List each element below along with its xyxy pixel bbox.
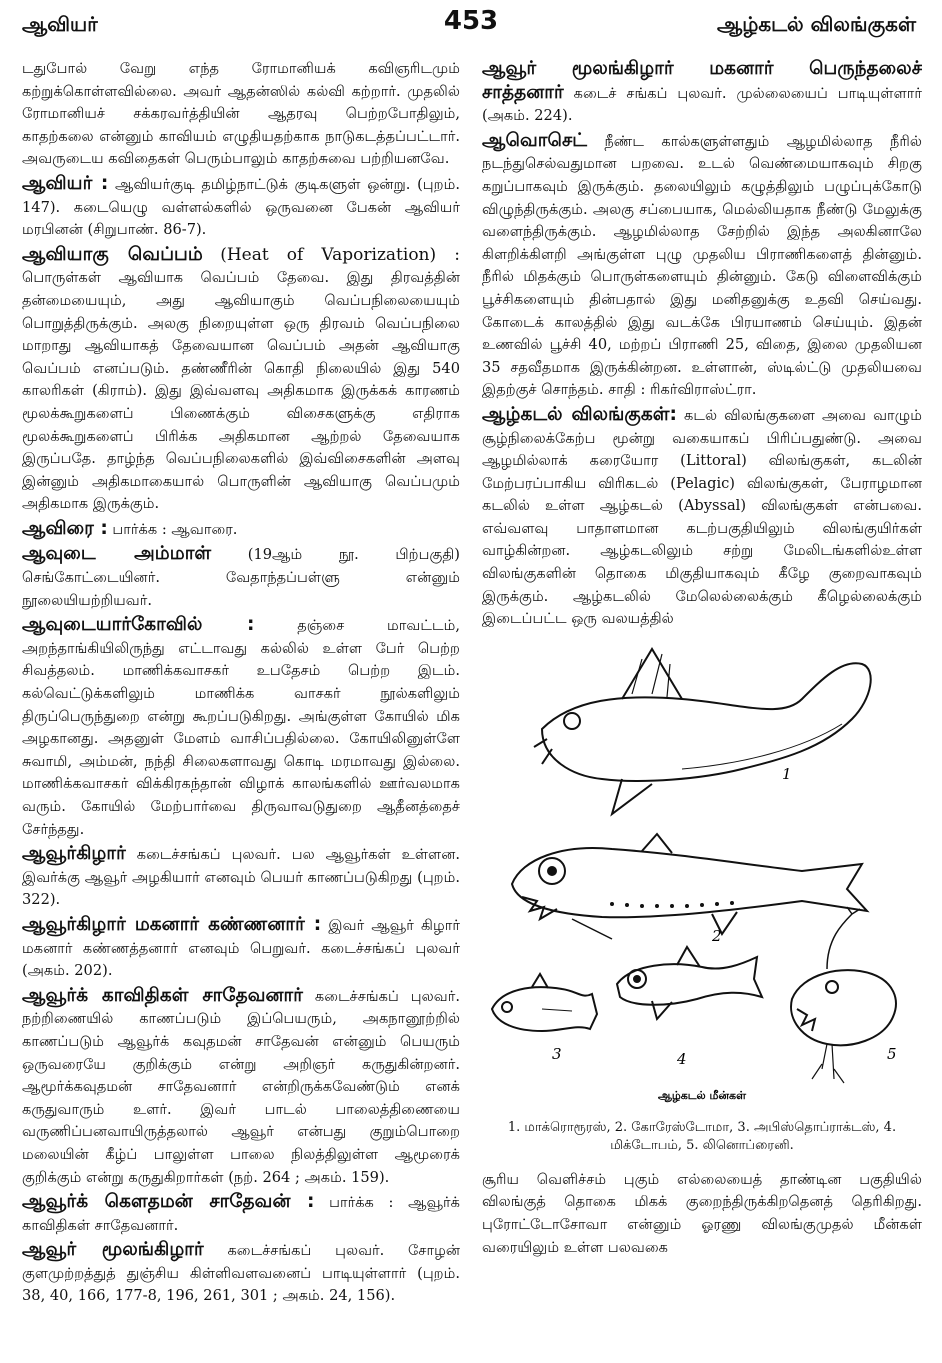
entry-headword: ஆவுடை அம்மாள் bbox=[22, 543, 212, 565]
entry-body: நீண்ட கால்களுள்ளதும் ஆழமில்லாத நீரில் நடந்துசெல்வதுமான பறவை. உடல் வெண்மையாகவும் சிறகு கறுப்பாகவும் இருக்கும். தலையிலும் கழுத்திலும் பழுப்புக்கோடு விழுந்திருக்கும். அலகு சப்பையாக, மெல்லியதாக நீண்டு மேலுக்கு வளைந்திருக்கும். ஆழமில்லாத சேற்றில் இந்த அலகினாலே கிளறிக்கிளறி அங்குள்ள புழு முதலிய பிராணிகளைத் தின்னும். நீரில் மிதக்கும் பொருள்களையும் தின்னும். கேடு விளைவிக்கும் பூச்சிகளையும் தின்பதால் இது மனிதனுக்கு உதவி செய்வது. கோடைக் காலத்தில் இது வடக்கே பிரயாணம் செய்யும். இதன் உணவில் பூச்சி 40, மற்றப் பிராணி 25, விதை, இலை முதலியன 35 சதவீதமாக இருக்கின்றன. உள்ளான், ஸ்டில்ட்டு முதலியவை இதற்குச் சொந்தம். சாதி : ரிகர்விராஸ்ட்ரா. bbox=[482, 132, 922, 399]
fish-number-1: 1 bbox=[782, 764, 792, 783]
entry-body: (19ஆம் நூ. பிற்பகுதி) செங்கோட்டையினர். வேதாந்தப்பள்ளு என்னும் நூலையியற்றியவர். bbox=[22, 546, 460, 609]
entry-body: கடைச்சங்கப் புலவர். பல ஆவூர்கள் உள்ளன. இவர்க்கு ஆவூர் அழகியார் எனவும் பெயர் காணப்படுகிறது (புறம். 322). bbox=[22, 846, 460, 909]
entry-headword-english: (Heat of Vaporization) : bbox=[220, 244, 460, 265]
entry-headword: ஆவிரை : bbox=[22, 517, 108, 539]
entry-headword: ஆவியர் : bbox=[22, 172, 109, 194]
figure-title: ஆழ்கடல் மீன்கள் bbox=[657, 1088, 747, 1102]
encyclopedia-entry bbox=[22, 614, 460, 841]
encyclopedia-entry bbox=[482, 404, 922, 631]
header-left-guideword: ஆவியர் bbox=[22, 12, 98, 36]
fish-5-linophryne bbox=[791, 907, 896, 1083]
left-column bbox=[22, 58, 460, 1358]
entry-headword: ஆவூர் மூலங்கிழார் மகனார் பெருந்தலைச் சாத்தனார் bbox=[482, 58, 922, 103]
encyclopedia-entry bbox=[22, 58, 460, 171]
entry-headword: ஆவூர்கிழார் bbox=[22, 843, 126, 865]
encyclopedia-entry bbox=[22, 985, 460, 1189]
fish-1-macrourus bbox=[534, 649, 871, 814]
entry-headword: ஆவூர்க் கௌதமன் சாதேவன் : bbox=[22, 1191, 315, 1213]
encyclopedia-entry bbox=[22, 173, 460, 242]
entry-body: பொருள்கள் ஆவியாக வெப்பம் தேவை. இது திரவத்தின் தன்மையையும், அது ஆவியாகும் வெப்பநிலையையும் பொறுத்திருக்கும். அலகு நிறையுள்ள ஒரு திரவம் வெப்பநிலை மாறாது ஆவியாகத் தேவையான வெப்பம் அதன் ஆவியாகு வெப்பம் எனப்படும். தண்ணீரின் கொதி நிலையில் இது 540 காலரிகள் (கிராம்). இது இவ்வளவு அதிகமாக இருக்கக் காரணம் மூலக்கூறுகளைப் பிணைக்கும் விசைகளுக்கு எதிராக மூலக்கூறுகளைப் பிரிக்க அதிகமான ஆற்றல் தேவையாக இருப்பதே. தாழ்ந்த வெப்பநிலைகளில் இவ்விசைகளின் அளவு இன்னும் அதிகமாகையால் பொருளின் ஆவியாகு வெப்பமும் அதிகமாக இருக்கும். bbox=[22, 269, 460, 513]
encyclopedia-entry bbox=[22, 1191, 460, 1237]
encyclopedia-entry bbox=[22, 1239, 460, 1308]
entry-headword: ஆவூர் மூலங்கிழார் bbox=[22, 1239, 204, 1261]
encyclopedia-entry bbox=[22, 244, 460, 516]
fish-number-2: 2 bbox=[712, 926, 722, 945]
entry-headword: ஆழ்கடல் விலங்குகள்: bbox=[482, 403, 677, 425]
entry-headword: ஆவொசெட் bbox=[482, 129, 588, 151]
entry-body: கடைச் சங்கப் புலவர். முல்லையைப் பாடியுள்ளார் (அகம். 224). bbox=[482, 84, 922, 125]
entry-body: கடைச்சங்கப் புலவர். நற்றிணையில் காணப்படும் இப்பெயரும், அகநானூற்றில் காணப்படும் ஆவூர்க் கவுதமன் சாதேவன் என்னும் பெயரும் ஒருவரையே குறிக்கும் என்று அறிஞர் கருதுகின்றனர். ஆமூர்க்கவுதமன் சாதேவனார் என்றிருக்கவேண்டும் எனக் கருதுவாரும் உளர். இவர் பாடல் பாலைத்திணையை வருணிப்பனவாயிருத்தலால் ஆவூர் என்பது குறும்பொறை மலையின் கீழ்ப் பாலுள்ள பாலை நிலத்திலுள்ள ஆமூரைக் குறிக்கும் என்று கருதுகிறார்கள் (நற். 264 ; அகம். 159). bbox=[22, 987, 460, 1186]
entry-body: பார்க்க : ஆவாரை. bbox=[112, 520, 238, 538]
page-number: 453 bbox=[443, 6, 499, 36]
fish-number-4: 4 bbox=[677, 1049, 687, 1068]
entry-body: தஞ்சை மாவட்டம், அறந்தாங்கியிலிருந்து எட்டாவது கல்லில் உள்ள பேர் பெற்ற சிவத்தலம். மாணிக்கவாசகர் உபதேசம் பெற்ற இடம். கல்வெட்டுக்களிலும் மாணிக்க வாசகர் நூல்களிலும் திருப்பெருந்துறை என்று கூறப்படுகிறது. அங்குள்ள கோயில் மிக அழகானது. அதனுள் மேளம் வாசிப்பதில்லை. கோயிலினுள்ளே சுவாமி, அம்மன், நந்தி சிலைகளாவது கொடி மரமாவது இல்லை. மாணிக்கவாசகர் விக்கிரகந்தான் விழாக் காலங்களில் ஊர்வலமாக வரும். கோயில் மேற்பார்வை திருவாவடுதுறை ஆதீனத்தைச் சேர்ந்தது. bbox=[22, 617, 460, 838]
right-column bbox=[482, 58, 922, 1358]
entry-headword: ஆவூர்க் காவிதிகள் சாதேவனார் bbox=[22, 984, 303, 1006]
encyclopedia-entry bbox=[482, 130, 922, 402]
entry-body: கடல் விலங்குகளை அவை வாழும் சூழ்நிலைக்கேற்ப மூன்று வகையாகப் பிரிப்பதுண்டு. அவை ஆழமில்லாக் கரையோர (Littoral) விலங்குகள், கடலின் மேற்பரப்பாகிய விரிகடல் (Pelagic) விலங்குகள், பேராழமான கடலில் உள்ள ஆழ்கடல் (Abyssal) விலங்குகள் என்பவை. எவ்வளவு பாதாளமான கடற்பகுதியிலும் விலங்குயிர்கள் வாழ்கின்றன. ஆழ்கடலிலும் சற்று மேலிடங்களில்உள்ள விலங்குகளின் தொகை மிகுதியாகவும் கீழே குறைவாகவும் இருக்கும். ஆழ்கடலில் மேலெல்லைக்கும் கீழெல்லைக்கும் இடைப்பட்ட ஒரு வலயத்தில் bbox=[482, 406, 922, 628]
fish-number-5: 5 bbox=[887, 1044, 897, 1063]
fish-4-myctophum bbox=[617, 947, 762, 1019]
entry-body: கடைச்சங்கப் புலவர். சோழன் குளமுற்றத்துத் துஞ்சிய கிள்ளிவளவனைப் பாடியுள்ளார் (புறம். 38, 40, 166, 177-8, 196, 261, 301 ; அகம். 24, 156). bbox=[22, 1242, 460, 1305]
page-header bbox=[0, 6, 942, 46]
encyclopedia-entry bbox=[22, 543, 460, 612]
entry-headword: ஆவூர்கிழார் மகனார் கண்ணனார் : bbox=[22, 913, 322, 935]
entry-body: டதுபோல் வேறு எந்த ரோமானியக் கவிஞரிடமும் கற்றுக்கொள்ளவில்லை. அவர் ஆதன்ஸில் கல்வி கற்றார். முதலில் ரோமானியச் சக்கரவர்த்தியின் ஆதரவு பெற்றபோதிலும், காதற்கலை என்னும் காவியம் எழுதியதற்காக நாடுகடத்தப்பட்டார். அவருடைய கவிதைகள் பெரும்பாலும் காதற்சுவை பற்றியனவே. bbox=[22, 60, 460, 168]
entry-body: ஆவியர்குடி தமிழ்நாட்டுக் குடிகளுள் ஒன்று. (புறம். 147). கடையெழு வள்ளல்களில் ஒருவனை பேகன் ஆவியர் மரபினன் (சிறுபாண். 86-7). bbox=[22, 175, 460, 239]
figure-caption: 1. மாக்ரொரூரஸ், 2. கோரேஸ்டோமா, 3. அபிஸ்தொப்ராக்டஸ், 4. மிக்டோபம், 5. லினொப்ரைனி. bbox=[507, 1119, 897, 1153]
entry-body: இவர் ஆவூர் கிழார் மகனார் கண்ணத்தனார் எனவும் பெறுவர். கடைச்சங்கப் புலவர் (அகம். 202). bbox=[22, 916, 460, 980]
fish-illustration bbox=[482, 639, 922, 1109]
entry-headword: ஆவியாகு வெப்பம் bbox=[22, 243, 203, 265]
continued-paragraph: சூரிய வெளிச்சம் புகும் எல்லையைத் தாண்டின பகுதியில் விலங்குத் தொகை மிகக் குறைந்திருக்கிறதெனத் தெரிகிறது. புரோட்டோசோவா என்னும் ஓரணு விலங்குமுதல் மீன்கள் வரையிலும் உள்ள பலவகை bbox=[482, 1170, 922, 1256]
deep-sea-fish-figure bbox=[482, 639, 922, 1119]
fish-3-opisthoproctus bbox=[492, 974, 597, 1031]
encyclopedia-entry bbox=[482, 58, 922, 128]
entry-headword: ஆவுடையார்கோவில் : bbox=[22, 614, 255, 636]
entry-body: பார்க்க : ஆவூர்க் காவிதிகள் சாதேவனார். bbox=[22, 1194, 460, 1234]
fish-2-chauliodus bbox=[512, 834, 867, 939]
header-right-guideword: ஆழ்கடல் விலங்குகள் bbox=[716, 12, 916, 36]
encyclopedia-entry bbox=[22, 914, 460, 983]
encyclopedia-entry bbox=[22, 843, 460, 912]
encyclopedia-entry bbox=[22, 518, 460, 542]
fish-number-3: 3 bbox=[552, 1044, 562, 1063]
